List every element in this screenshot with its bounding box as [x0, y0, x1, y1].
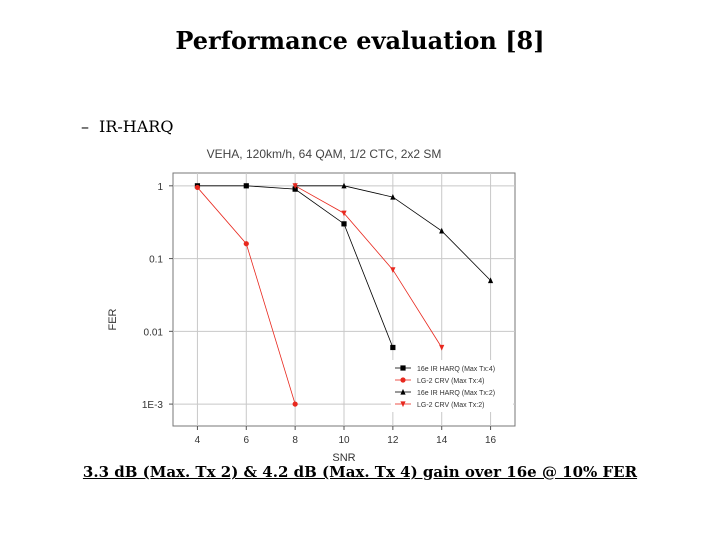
- gain-caption: [0, 463, 720, 481]
- x-tick-label: 10: [338, 435, 350, 446]
- y-tick-label: 1: [157, 181, 163, 193]
- fer-chart: [100, 140, 530, 464]
- bullet-dash: –: [81, 117, 89, 136]
- data-point: [400, 365, 405, 370]
- x-tick-label: 14: [436, 435, 448, 446]
- x-tick-label: 16: [485, 435, 497, 446]
- data-point: [293, 401, 298, 406]
- series-line: [295, 186, 442, 348]
- x-tick-label: 6: [243, 435, 250, 446]
- x-tick-label: 12: [387, 435, 399, 446]
- y-tick-label: 0.01: [143, 327, 163, 339]
- legend-label: 16e IR HARQ (Max Tx:2): [417, 390, 496, 397]
- x-tick-label: 8: [292, 435, 298, 446]
- fer-chart-svg: [100, 140, 530, 464]
- data-point: [341, 221, 346, 226]
- chart-title: VEHA, 120km/h, 64 QAM, 1/2 CTC, 2x2 SM: [206, 147, 442, 161]
- data-point: [400, 377, 405, 382]
- legend-label: LG-2 CRV (Max Tx:2): [417, 402, 485, 409]
- bullet-item: [81, 117, 173, 136]
- data-point: [195, 185, 200, 190]
- y-tick-label: 1E-3: [141, 400, 163, 412]
- page-title: Performance evaluation [8]: [175, 26, 545, 55]
- data-point: [439, 345, 444, 351]
- x-tick-label: 4: [194, 435, 201, 446]
- data-point: [244, 241, 249, 246]
- bullet-label: IR-HARQ: [99, 117, 174, 136]
- legend-label: LG-2 CRV (Max Tx:4): [417, 378, 485, 385]
- data-point: [244, 183, 249, 188]
- legend-label: 16e IR HARQ (Max Tx:4): [417, 366, 496, 373]
- data-point: [390, 345, 395, 350]
- x-axis-label: SNR: [332, 452, 356, 464]
- gain-caption-text: 3.3 dB (Max. Tx 2) & 4.2 dB (Max. Tx 4) gain over 16e @ 10% FER: [82, 463, 638, 481]
- y-tick-label: 0.1: [149, 254, 163, 266]
- y-axis-label: FER: [107, 308, 119, 331]
- data-point: [439, 228, 444, 234]
